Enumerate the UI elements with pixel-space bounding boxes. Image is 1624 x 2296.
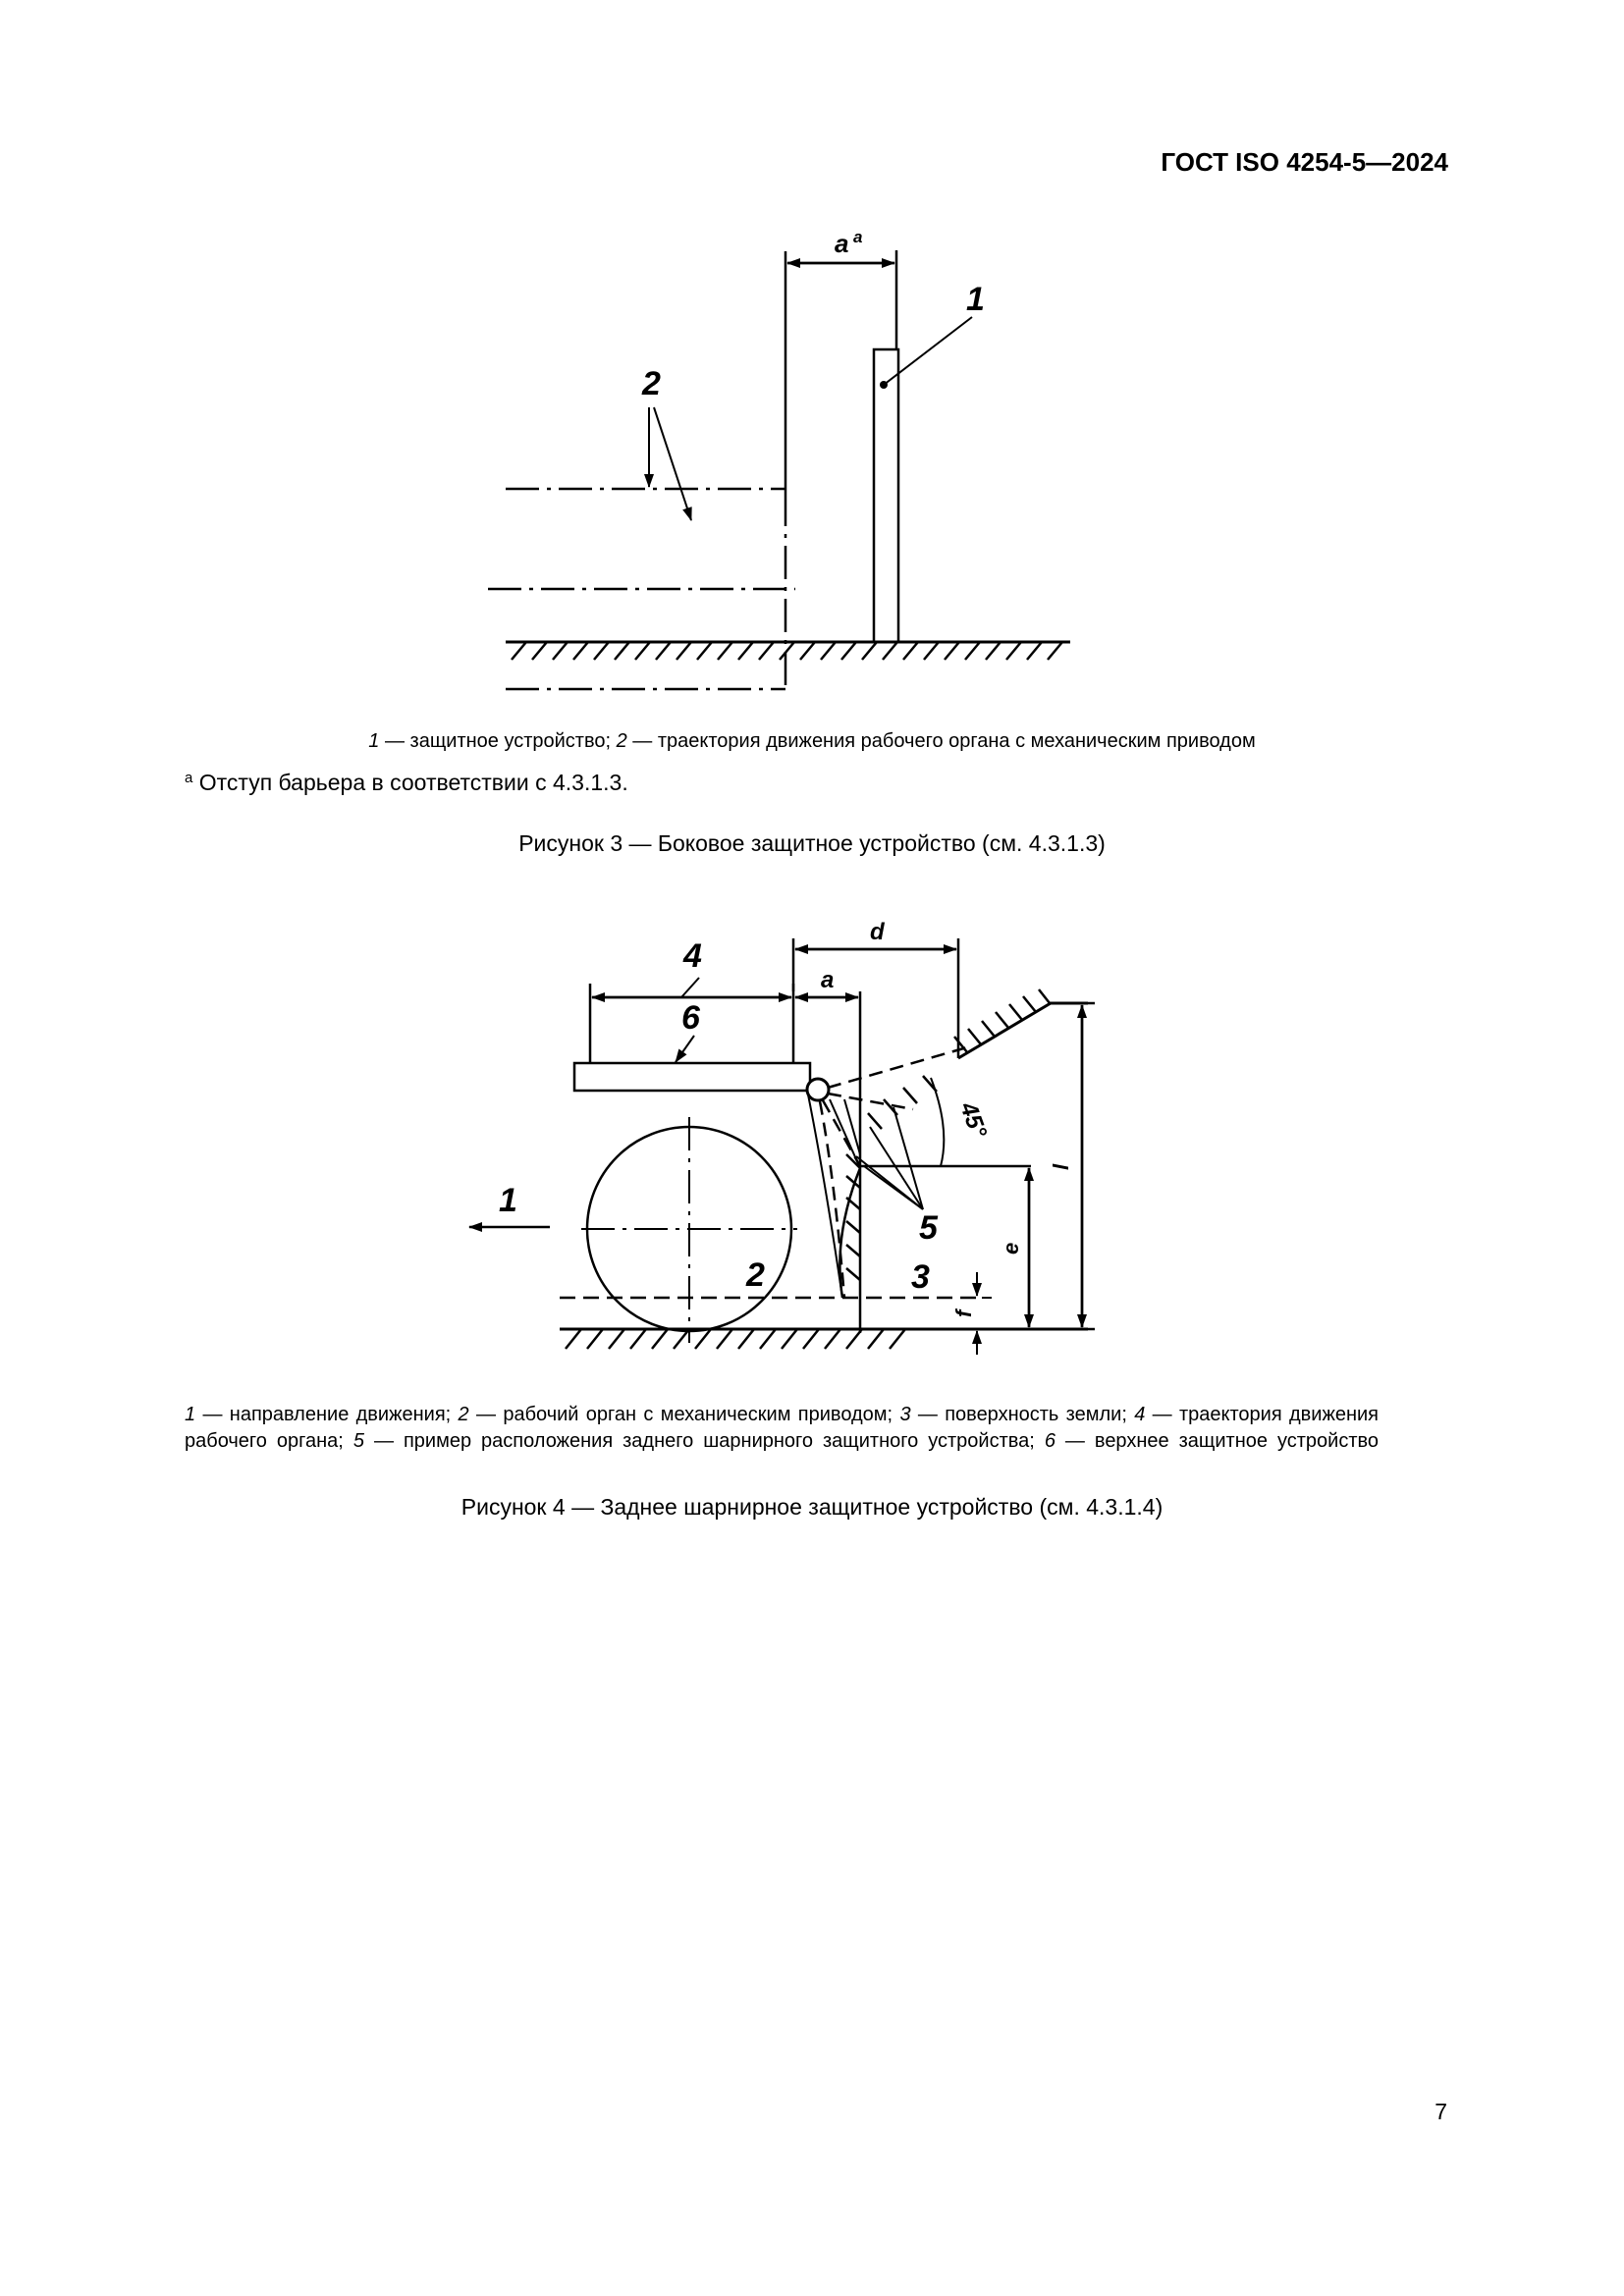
fig4-label-l: l <box>1049 1163 1073 1170</box>
fig4-label-6: 6 <box>681 999 700 1037</box>
fig4-label-4: 4 <box>683 937 702 975</box>
fig4-label-5: 5 <box>919 1209 938 1247</box>
fig4-label-angle: 45° <box>954 1098 993 1142</box>
fig4-label-d: d <box>870 919 885 945</box>
figure-3-footnote: $^а$ Отступ барьера в соответствии с 4.3.1.3. <box>185 770 628 795</box>
figure-4-caption: Рисунок 4 — Заднее шарнирное защитное устройство (см. 4.3.1.4) <box>460 1494 1164 1520</box>
page-number: 7 <box>1435 2099 1447 2124</box>
fig4-hinge <box>807 1079 829 1100</box>
fig4-label-e: e <box>999 1242 1023 1255</box>
fig4-slope <box>958 1003 1088 1058</box>
fig4-label-1: 1 <box>499 1182 517 1219</box>
fig4-label-a: a <box>821 967 835 993</box>
fig4-upper-guard <box>574 1063 810 1091</box>
fig3-label-a-note: a <box>853 228 863 246</box>
figure-3-legend: 1 — защитное устройство; 2 — траектория движения рабочего органа с механическим приводом <box>368 730 1256 752</box>
document-header: ГОСТ ISO 4254-5—2024 <box>1161 147 1448 177</box>
fig3-label-1: 1 <box>966 281 985 318</box>
fig3-label-2: 2 <box>642 365 661 402</box>
fig3-label-a: a <box>835 229 849 258</box>
figure-3-caption: Рисунок 3 — Боковое защитное устройство (см. 4.3.1.3) <box>518 830 1106 856</box>
fig4-label-2: 2 <box>746 1256 765 1294</box>
fig4-label-3: 3 <box>911 1258 930 1296</box>
fig4-label-f: f <box>951 1309 976 1317</box>
figure-4-legend: 1 — направление движения; 2 — рабочий орган с механическим приводом; 3 — поверхность земли; 4 — траектория движения рабочего органа; 5 — пример расположения заднего шарнирного защитного устройства; 6 — верхнее защитное устройство <box>185 1404 1380 1452</box>
